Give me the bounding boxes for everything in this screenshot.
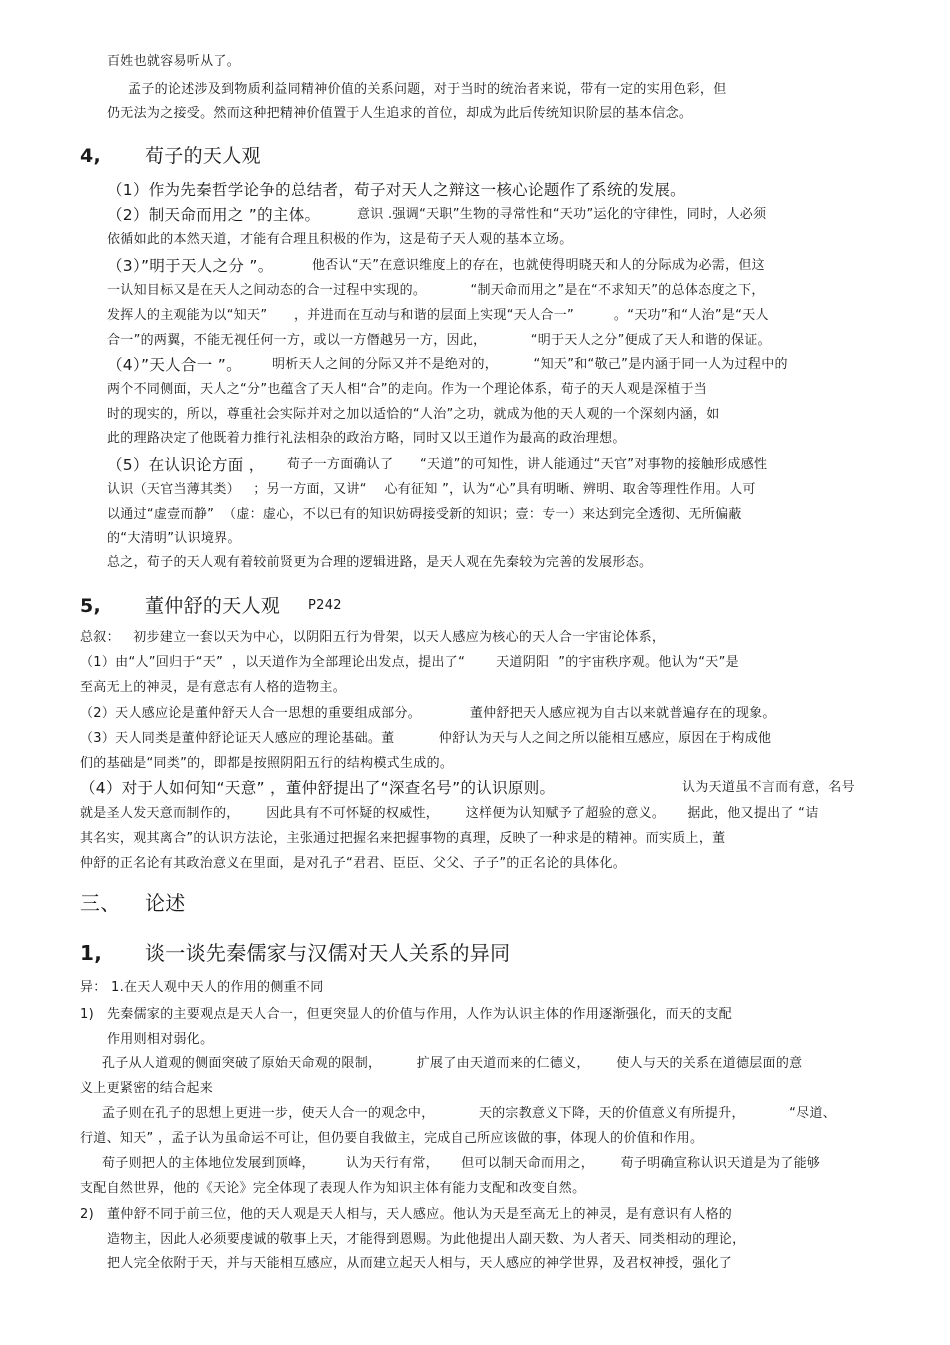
subheading: （4）对于人如何知“天意” ，董仲舒提出了“深查名号”的认识原则。 xyxy=(80,779,556,797)
paragraph-line: 总之，荀子的天人观有着较前贤更为合理的逻辑进路，是天人观在先秦较为完善的发展形态。 xyxy=(107,555,653,570)
paragraph-line: 明析天人之间的分际又并不是绝对的， “知天”和“敬己”是内涵于同一人为过程中的 xyxy=(272,357,788,372)
paragraph-line: 荀子则把人的主体地位发展到顶峰， 认为天行有常， 但可以制天命而用之， 荀子明确宣称认识天道是为了能够 xyxy=(102,1156,821,1171)
page-reference: P242 xyxy=(308,598,342,613)
paragraph-line: 仲舒的正名论有其政治意义在里面，是对孔子“君君、臣臣、父父、子子”的正名论的具体化。 xyxy=(80,856,627,871)
paragraph-line: 的“大清明”认识境界。 xyxy=(107,531,241,546)
paragraph-line: 百姓也就容易听从了。 xyxy=(107,54,241,69)
subheading: （5）在认识论方面 ， xyxy=(107,456,265,474)
paragraph-line: 发挥人的主观能为以“知天” ，并进而在互动与和谐的层面上实现“天人合一” 。“天功”和“人治”是“天人 xyxy=(107,308,769,323)
paragraph-line: 荀子一方面确认了 “天道”的可知性，讲人能通过“天官”对事物的接触形成感性 xyxy=(287,457,768,472)
paragraph-line: 意识 .强调“天职”生物的寻常性和“天功”运化的守律性，同时，人必须 xyxy=(357,207,767,222)
paragraph-line: 其名实，观其离合”的认识方法论，主张通过把握名来把握事物的真理，反映了一种求是的精神。而实质上，董 xyxy=(80,831,726,846)
list-marker: 1) xyxy=(80,1007,94,1022)
paragraph-line: 此的理路决定了他既着力推行礼法相杂的政治方略，同时又以王道作为最高的政治理想。 xyxy=(107,431,626,446)
paragraph-line: 孔子从人道观的侧面突破了原始天命观的限制， 扩展了由天道而来的仁德义， 使人与天的关系在道德层面的意 xyxy=(102,1056,803,1071)
section-heading: 谈一谈先秦儒家与汉儒对天人关系的异同 xyxy=(145,941,511,965)
paragraph-line: 一认知目标又是在天人之间动态的合一过程中实现的。 “制天命而用之”是在“不求知天”的总体态度之下， xyxy=(107,283,765,298)
paragraph-line: 以通过“虚壹而静” （虚：虚心，不以已有的知识妨碍接受新的知识；壹：专一）来达到完全透彻、无所偏蔽 xyxy=(107,507,742,522)
paragraph-line: 异： 1.在天人观中天人的作用的侧重不同 xyxy=(80,980,324,995)
paragraph-line: 时的现实的，所以，尊重社会实际并对之加以适恰的“人治”之功，就成为他的天人观的一个深刻内涵，如 xyxy=(107,407,720,422)
section-heading: 董仲舒的天人观 xyxy=(145,595,281,617)
paragraph-line: 仍无法为之接受。然而这种把精神价值置于人生追求的首位，却成为此后传统知识阶层的基本信念。 xyxy=(107,106,693,121)
paragraph-line: 认识（天官当薄其类） ；另一方面，又讲“ 心有征知 ”，认为“心”具有明晰、辨明、取舍等理性作用。人可 xyxy=(107,482,756,497)
paragraph-line: 合一”的两翼，不能无视任何一方，或以一方僭越另一方，因此， “明于天人之分”便成了天人和谐的保证。 xyxy=(107,333,771,348)
paragraph-line: （3）天人同类是董仲舒论证天人感应的理论基础。董 仲舒认为天与人之间之所以能相互感应，原因在于构成他 xyxy=(80,731,772,746)
paragraph-line: （1）作为先秦哲学论争的总结者，荀子对天人之辩这一核心论题作了系统的发展。 xyxy=(107,181,686,199)
subheading: （4）”天人合一 ”。 xyxy=(107,356,242,374)
paragraph-line: 认为天道虽不言而有意，名号 xyxy=(682,780,855,795)
paragraph-line: 支配自然世界，他的《天论》完全体现了表现人作为知识主体有能力支配和改变自然。 xyxy=(80,1181,586,1196)
paragraph-line: 们的基础是“同类”的，即都是按照阴阳五行的结构模式生成的。 xyxy=(80,756,454,771)
paragraph-line: 依循如此的本然天道，才能有合理且积极的作为，这是荀子天人观的基本立场。 xyxy=(107,232,573,247)
paragraph-line: 义上更紧密的结合起来 xyxy=(80,1081,214,1096)
paragraph-line: 作用则相对弱化。 xyxy=(107,1032,214,1047)
section-heading: 荀子的天人观 xyxy=(145,145,261,167)
paragraph-line: （2）天人感应论是董仲舒天人合一思想的重要组成部分。 董仲舒把天人感应视为自古以来就普遍存在的现象。 xyxy=(80,706,776,721)
section-number: 1, xyxy=(80,941,103,965)
paragraph-line: 他否认“天”在意识维度上的存在，也就使得明晓天和人的分际成为必需，但这 xyxy=(312,258,765,273)
paragraph-line: 先秦儒家的主要观点是天人合一，但更突显人的价值与作用，人作为认识主体的作用逐渐强化，而天的支配 xyxy=(107,1007,733,1022)
paragraph-line: 至高无上的神灵，是有意志有人格的造物主。 xyxy=(80,680,347,695)
section-number: 三、 xyxy=(80,891,121,915)
paragraph-line: 行道、知天” ，孟子认为虽命运不可让，但仍要自我做主，完成自己所应该做的事，体现人的价值和作用。 xyxy=(80,1131,704,1146)
paragraph-line: （1）由“人”回归于“天” ，以天道作为全部理论出发点，提出了“ 天道阴阳 ”的宇宙秩序观。他认为“天”是 xyxy=(80,655,739,670)
paragraph-line: 董仲舒不同于前三位，他的天人观是天人相与，天人感应。他认为天是至高无上的神灵，是有意识有人格的 xyxy=(107,1207,733,1222)
section-number: 4, xyxy=(80,145,102,167)
paragraph-line: 造物主，因此人必须要虔诚的敬事上天，才能得到恩赐。为此他提出人副天数、为人者天、同类相动的理论， xyxy=(107,1232,746,1247)
paragraph-line: 孟子则在孔子的思想上更进一步，使天人合一的观念中， 天的宗教意义下降，天的价值意义有所提升， “尽道、 xyxy=(102,1106,837,1121)
paragraph-line: 两个不同侧面，天人之“分”也蕴含了天人相“合”的走向。作为一个理论体系，荀子的天人观是深植于当 xyxy=(107,382,708,397)
paragraph-line: 总叙： 初步建立一套以天为中心，以阴阳五行为骨架，以天人感应为核心的天人合一宇宙论体系， xyxy=(80,630,666,645)
paragraph-line: 孟子的论述涉及到物质利益同精神价值的关系问题，对于当时的统治者来说，带有一定的实用色彩，但 xyxy=(128,82,727,97)
paragraph-line: 就是圣人发天意而制作的， 因此具有不可怀疑的权威性， 这样便为认知赋予了超验的意义。 据此，他又提出了 “诘 xyxy=(80,806,819,821)
list-marker: 2) xyxy=(80,1207,94,1222)
subheading: （3）”明于天人之分 ”。 xyxy=(107,257,274,275)
subheading: （2）制天命而用之 ”的主体。 xyxy=(107,206,321,224)
section-number: 5, xyxy=(80,595,102,617)
section-heading: 论述 xyxy=(145,891,186,915)
paragraph-line: 把人完全依附于天，并与天能相互感应，从而建立起天人相与，天人感应的神学世界，及君权神授，强化了 xyxy=(107,1256,733,1271)
